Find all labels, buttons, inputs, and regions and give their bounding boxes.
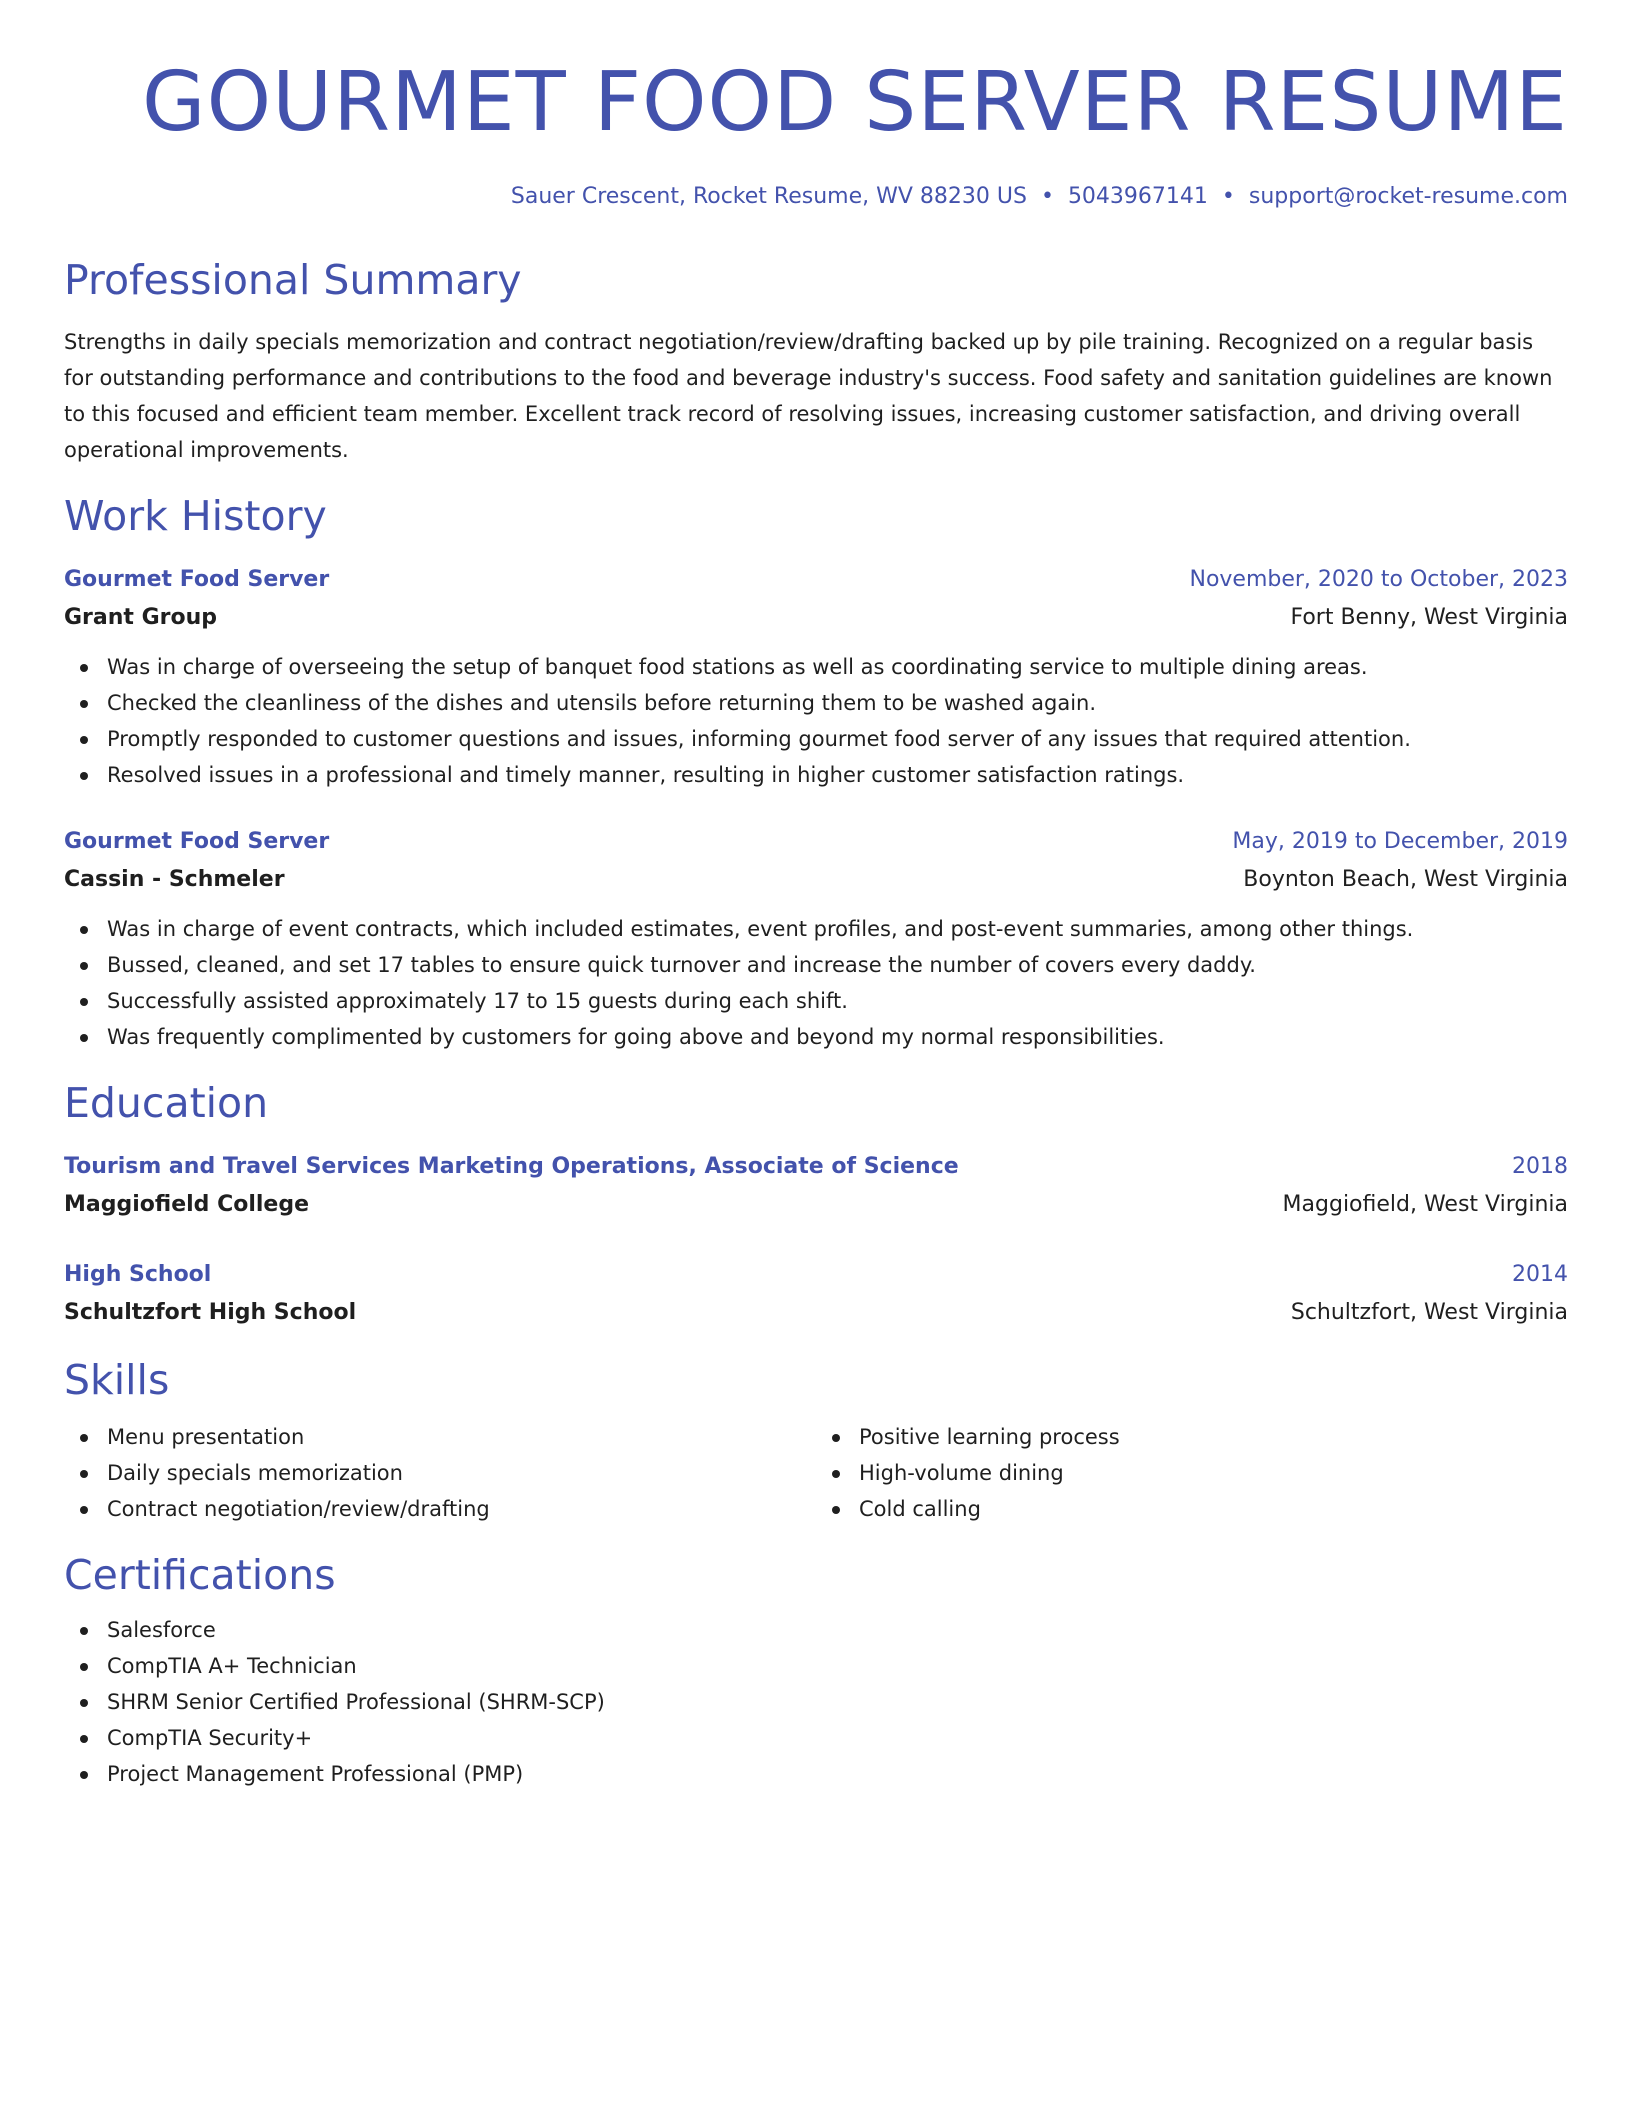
job-location: Fort Benny, West Virginia: [1290, 604, 1568, 630]
job-bullet: Bussed, cleaned, and set 17 tables to ensure quick turnover and increase the number of covers every daddy.: [107, 947, 1568, 983]
certification-item: CompTIA Security+: [107, 1720, 1568, 1756]
job-company: Grant Group: [64, 604, 218, 630]
education-school: Schultzfort High School: [64, 1299, 357, 1325]
job-dates: May, 2019 to December, 2019: [1232, 828, 1568, 854]
job-title: Gourmet Food Server: [64, 828, 330, 854]
contact-address: Sauer Crescent, Rocket Resume, WV 88230 US: [510, 184, 1027, 209]
education-location: Maggiofield, West Virginia: [1282, 1191, 1568, 1217]
contact-line: [64, 184, 1568, 210]
certifications-list: [64, 1612, 1568, 1792]
job-bullet: Successfully assisted approximately 17 to 15 guests during each shift.: [107, 983, 1568, 1019]
job-bullet: Was in charge of event contracts, which included estimates, event profiles, and post-event summaries, among other things.: [107, 911, 1568, 947]
skill-item: Daily specials memorization: [107, 1455, 816, 1491]
skills-column-left: [64, 1419, 816, 1527]
job-entry: [64, 561, 1568, 793]
education-section: [64, 1079, 1568, 1332]
job-dates: November, 2020 to October, 2023: [1189, 566, 1568, 592]
certification-item: Salesforce: [107, 1612, 1568, 1648]
certifications-heading: Certifications: [64, 1551, 336, 1600]
education-year: 2018: [1512, 1153, 1568, 1179]
education-school-row: [64, 1186, 1568, 1224]
job-title: Gourmet Food Server: [64, 566, 330, 592]
skills-column-right: [816, 1419, 1568, 1527]
job-bullets: [64, 911, 1568, 1055]
job-bullet: Checked the cleanliness of the dishes and utensils before returning them to be washed again.: [107, 685, 1568, 721]
contact-phone: 5043967141: [1067, 184, 1208, 209]
education-school-row: [64, 1294, 1568, 1332]
job-company: Cassin - Schmeler: [64, 866, 285, 892]
job-bullet: Promptly responded to customer questions and issues, informing gourmet food server of any issues that required attention.: [107, 721, 1568, 757]
job-bullet: Was in charge of overseeing the setup of banquet food stations as well as coordinating service to multiple dining areas.: [107, 649, 1568, 685]
contact-separator: •: [1221, 184, 1235, 209]
skill-item: Menu presentation: [107, 1419, 816, 1455]
education-degree: Tourism and Travel Services Marketing Operations, Associate of Science: [64, 1153, 959, 1179]
job-company-row: [64, 599, 1568, 637]
skills-grid: [64, 1419, 1568, 1527]
skill-item: High-volume dining: [859, 1455, 1568, 1491]
certification-item: CompTIA A+ Technician: [107, 1648, 1568, 1684]
summary-text: Strengths in daily specials memorization and contract negotiation/review/drafting backed up by pile training. Recognized on a regular basis for outstanding performance and contributions to the food and beverage industry's success. Food safety and sanitation guidelines are known to this focused and efficient team member. Excellent track record of resolving issues, increasing customer satisfaction, and driving overall operational improvements.: [64, 329, 1553, 462]
skills-heading: Skills: [64, 1355, 170, 1404]
skill-item: Positive learning process: [859, 1419, 1568, 1455]
job-header-row: [64, 823, 1568, 861]
resume-title: GOURMET FOOD SERVER RESUME: [142, 55, 1568, 150]
education-degree: High School: [64, 1261, 212, 1287]
job-bullets: [64, 649, 1568, 793]
skills-section: [64, 1356, 1568, 1527]
education-heading: Education: [64, 1078, 269, 1127]
job-company-row: [64, 861, 1568, 899]
education-entry: [64, 1256, 1568, 1332]
skill-item: Cold calling: [859, 1491, 1568, 1527]
job-location: Boynton Beach, West Virginia: [1243, 866, 1568, 892]
certification-item: SHRM Senior Certified Professional (SHRM-SCP): [107, 1684, 1568, 1720]
education-location: Schultzfort, West Virginia: [1290, 1299, 1568, 1325]
education-header-row: [64, 1148, 1568, 1186]
certifications-section: [64, 1551, 1568, 1792]
work-history-heading: Work History: [64, 491, 327, 540]
education-year: 2014: [1512, 1261, 1568, 1287]
education-header-row: [64, 1256, 1568, 1294]
education-school: Maggiofield College: [64, 1191, 309, 1217]
job-bullet: Was frequently complimented by customers for going above and beyond my normal responsibilities.: [107, 1019, 1568, 1055]
skill-item: Contract negotiation/review/drafting: [107, 1491, 816, 1527]
certification-item: Project Management Professional (PMP): [107, 1756, 1568, 1792]
job-bullet: Resolved issues in a professional and timely manner, resulting in higher customer satisfaction ratings.: [107, 757, 1568, 793]
work-history-section: [64, 492, 1568, 1055]
contact-separator: •: [1040, 184, 1054, 209]
job-header-row: [64, 561, 1568, 599]
job-entry: [64, 823, 1568, 1055]
summary-heading: Professional Summary: [64, 256, 522, 305]
education-entry: [64, 1148, 1568, 1224]
contact-email[interactable]: support@rocket-resume.com: [1248, 184, 1568, 209]
